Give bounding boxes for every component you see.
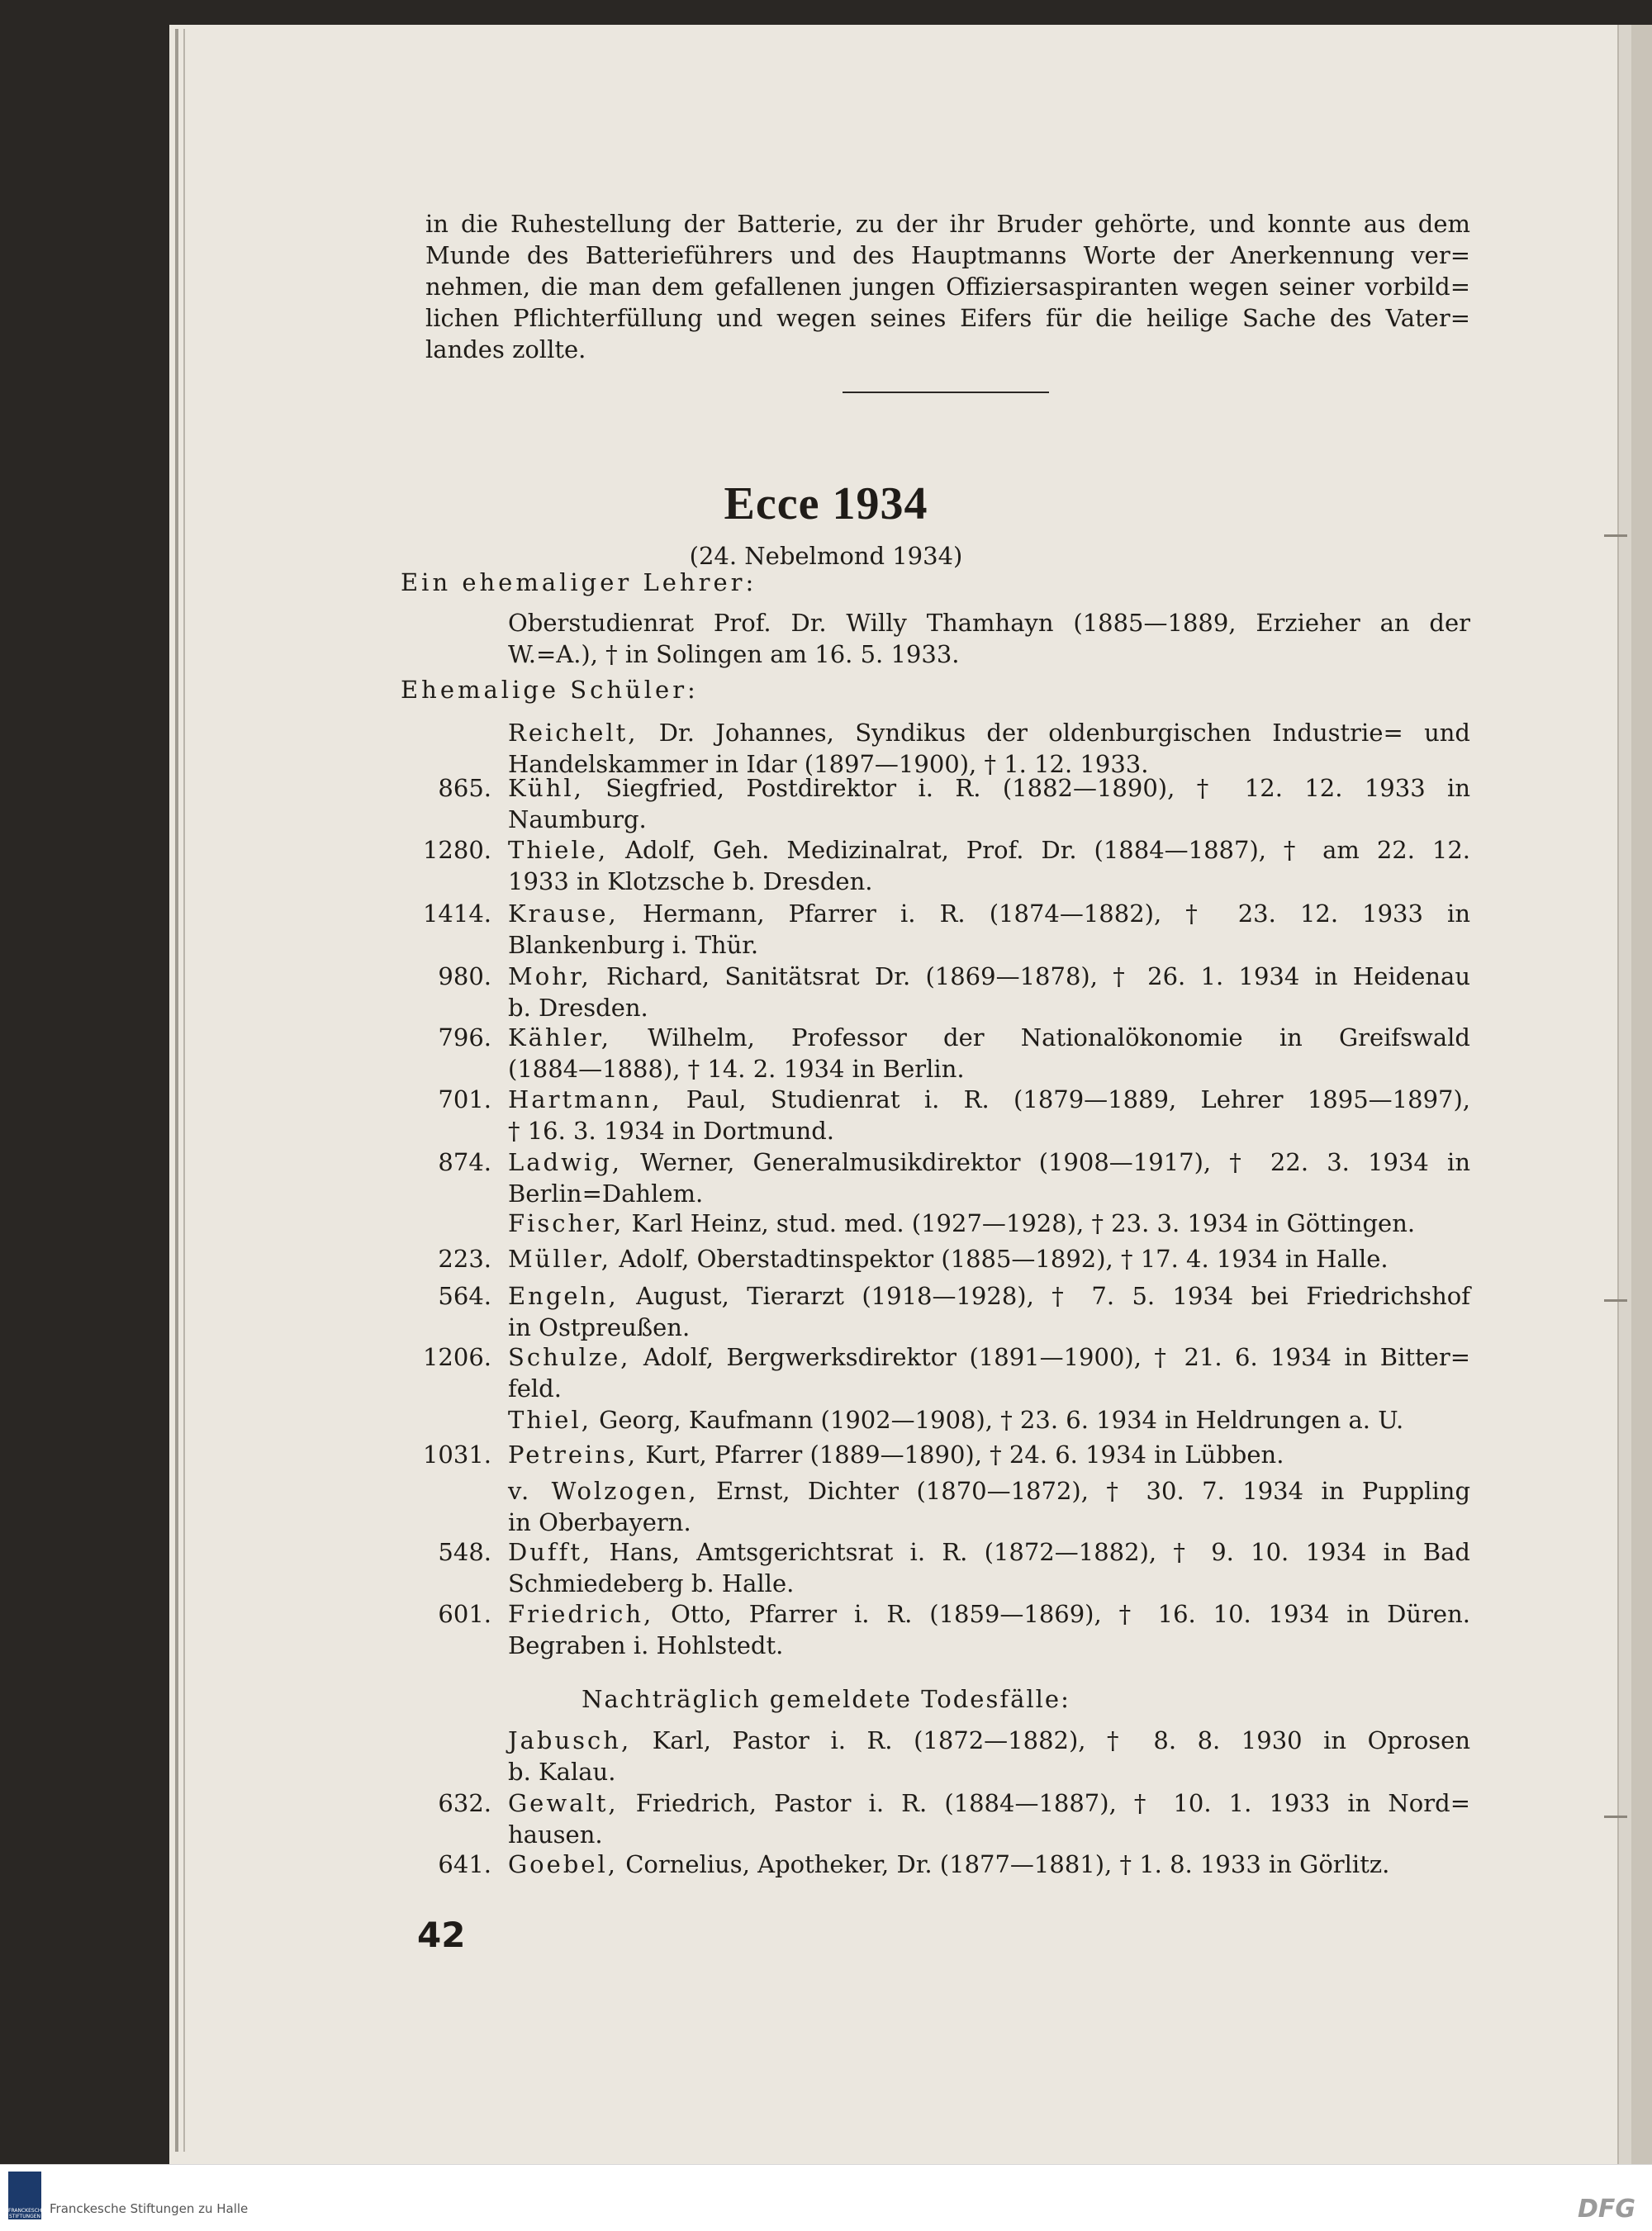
entry-line: in Ostpreußen. [508, 1313, 691, 1341]
member-number: 865. [438, 774, 491, 802]
person-name: Engeln, [508, 1282, 619, 1310]
entry-line [508, 772, 1470, 804]
entry-text [508, 1341, 1470, 1404]
entry-details: Ernst, Dichter (1870—1872), † 30. 7. 1934 in Puppling [698, 1477, 1471, 1505]
person-name: Müller, [508, 1245, 611, 1273]
page-marker-3 [1604, 1816, 1627, 1818]
entry-details: Paul, Studienrat i. R. (1879—1889, Lehrer 1895—1897), [662, 1085, 1470, 1113]
entry-line: † 16. 3. 1934 in Dortmund. [508, 1117, 834, 1145]
logo-text: FRANCKESCHE STIFTUNGEN [8, 2208, 45, 2219]
intro-line: lichen Pflichterfüllung und wegen seines Eifers für die heilige Sache des Vater= [425, 304, 1470, 332]
person-name: Kühl, [508, 774, 584, 802]
entry-line: Berlin=Dahlem. [508, 1180, 704, 1208]
entry-text [508, 772, 1470, 835]
member-number: 632. [438, 1789, 491, 1817]
entry-line: b. Kalau. [508, 1758, 616, 1786]
intro-line: nehmen, die man dem gefallenen jungen Offiziersaspiranten wegen seiner vorbild= [425, 273, 1470, 301]
entry-line [508, 1280, 1470, 1312]
entry-text [508, 898, 1470, 961]
entry-text [508, 1084, 1470, 1146]
entry-line [508, 1084, 1470, 1115]
entry-text [508, 1404, 1470, 1436]
teacher-line: Oberstudienrat Prof. Dr. Willy Thamhayn (1885—1889, Erzieher an der [508, 609, 1470, 637]
member-number: 548. [438, 1538, 491, 1566]
entry-line [508, 961, 1470, 992]
entry-line: Schmiedeberg b. Halle. [508, 1569, 795, 1597]
entry-line: Handelskammer in Idar (1897—1900), † 1. 12. 1933. [508, 750, 1149, 778]
entry-line [508, 1536, 1470, 1568]
entry-text [508, 1280, 1470, 1343]
teacher-entry [508, 607, 1470, 670]
intro-line: landes zollte. [425, 335, 586, 363]
page-number: 42 [417, 1915, 466, 1955]
entry-line [508, 1787, 1470, 1819]
entry-details: Karl Heinz, stud. med. (1927—1928), † 23. 3. 1934 in Göttingen. [624, 1209, 1416, 1237]
person-name: Jabusch, [508, 1726, 632, 1754]
member-number: 980. [438, 962, 491, 990]
entry-text [508, 1475, 1470, 1538]
entry-details: Adolf, Bergwerksdirektor (1891—1900), † 21. 6. 1934 in Bitter= [630, 1343, 1470, 1371]
entry-line [508, 1243, 1470, 1275]
entry-details: Wilhelm, Professor der Nationalökonomie in Greifswald [610, 1023, 1470, 1051]
entry-text [508, 717, 1470, 780]
person-name: Gewalt, [508, 1789, 619, 1817]
entry-line [508, 1208, 1470, 1239]
entry-text [508, 1725, 1470, 1787]
entry-details: Werner, Generalmusikdirektor (1908—1917), † 22. 3. 1934 in [622, 1148, 1470, 1176]
entry-text [508, 1146, 1470, 1209]
entry-text [508, 1536, 1470, 1599]
institution-name: Franckesche Stiftungen zu Halle [50, 2201, 249, 2216]
person-name: Fischer, [508, 1209, 624, 1237]
person-name: Hartmann, [508, 1085, 662, 1113]
entry-details: Georg, Kaufmann (1902—1908), † 23. 6. 1934 in Heldrungen a. U. [591, 1406, 1404, 1434]
person-name: v. Wolzogen, [508, 1477, 699, 1505]
intro-line: in die Ruhestellung der Batterie, zu der ihr Bruder gehörte, und konnte aus dem [425, 210, 1470, 238]
person-name: Krause, [508, 900, 619, 928]
person-name: Dufft, [508, 1538, 593, 1566]
entry-details: Otto, Pfarrer i. R. (1859—1869), † 16. 10. 1934 in Düren. [653, 1600, 1470, 1628]
entry-line [508, 1341, 1470, 1373]
person-name: Thiele, [508, 836, 609, 864]
entry-text [508, 1243, 1470, 1275]
person-name: Reichelt, [508, 719, 638, 747]
intro-line: Munde des Batterieführers und des Hauptmanns Worte der Anerkennung ver= [425, 241, 1470, 269]
binding-edge-inner [183, 29, 185, 2152]
pupils-heading: Ehemalige Schüler: [401, 676, 699, 704]
entry-details: Cornelius, Apotheker, Dr. (1877—1881), † 1. 8. 1933 in Görlitz. [618, 1850, 1390, 1878]
page-title: Ecce 1934 [724, 478, 928, 529]
entry-line: b. Dresden. [508, 994, 648, 1022]
person-name: Kähler, [508, 1023, 611, 1051]
binding-edge [175, 29, 178, 2152]
entry-line [508, 898, 1470, 929]
teacher-heading: Ein ehemaliger Lehrer: [401, 568, 757, 596]
page-subtitle: (24. Nebelmond 1934) [689, 542, 963, 570]
member-number: 874. [438, 1148, 491, 1176]
teacher-line: W.=A.), † in Solingen am 16. 5. 1933. [508, 640, 960, 668]
member-number: 1031. [422, 1441, 491, 1469]
entry-text [508, 1208, 1470, 1239]
entry-line [508, 1598, 1470, 1630]
entry-text [508, 1849, 1470, 1880]
member-number: 601. [438, 1600, 491, 1628]
entry-line [508, 1404, 1470, 1436]
member-number: 564. [438, 1282, 491, 1310]
entry-details: Friedrich, Pastor i. R. (1884—1887), † 10. 1. 1933 in Nord= [618, 1789, 1470, 1817]
entry-line: 1933 in Klotzsche b. Dresden. [508, 867, 873, 895]
entry-details: Richard, Sanitätsrat Dr. (1869—1878), † 26. 1. 1934 in Heidenau [591, 962, 1470, 990]
entry-text [508, 961, 1470, 1023]
entry-line: (1884—1888), † 14. 2. 1934 in Berlin. [508, 1055, 965, 1083]
page-marker-2 [1604, 1299, 1627, 1302]
entry-details: Kurt, Pfarrer (1889—1890), † 24. 6. 1934 in Lübben. [638, 1441, 1284, 1469]
entry-details: Siegfried, Postdirektor i. R. (1882—1890), † 12. 12. 1933 in [583, 774, 1470, 802]
entry-line: in Oberbayern. [508, 1508, 691, 1536]
entry-text [508, 1439, 1470, 1470]
entry-details: Hermann, Pfarrer i. R. (1874—1882), † 23. 12. 1933 in [618, 900, 1470, 928]
dfg-logo: DFG [1577, 2195, 1635, 2224]
entry-line: hausen. [508, 1820, 603, 1849]
late-heading: Nachträglich gemeldete Todesfälle: [582, 1685, 1070, 1713]
entry-details: Dr. Johannes, Syndikus der oldenburgischen Industrie= und [638, 719, 1470, 747]
section-divider [843, 392, 1049, 393]
entry-line [508, 1439, 1470, 1470]
entry-line [508, 1849, 1470, 1880]
entry-line [508, 1146, 1470, 1178]
member-number: 701. [438, 1085, 491, 1113]
person-name: Ladwig, [508, 1148, 622, 1176]
entry-line [508, 717, 1470, 748]
intro-paragraph [425, 208, 1470, 365]
entry-text [508, 834, 1470, 897]
person-name: Petreins, [508, 1441, 638, 1469]
entry-details: August, Tierarzt (1918—1928), † 7. 5. 1934 bei Friedrichshof [618, 1282, 1470, 1310]
member-number: 223. [438, 1245, 491, 1273]
viewer-footer [0, 2164, 1652, 2231]
entry-line [508, 1475, 1470, 1507]
member-number: 1280. [422, 836, 491, 864]
person-name: Mohr, [508, 962, 591, 990]
entry-line: Begraben i. Hohlstedt. [508, 1631, 784, 1659]
entry-details: Hans, Amtsgerichtsrat i. R. (1872—1882), † 9. 10. 1934 in Bad [592, 1538, 1470, 1566]
page-marker-1 [1604, 534, 1627, 537]
entry-line [508, 1725, 1470, 1756]
member-number: 796. [438, 1023, 491, 1051]
entry-details: Adolf, Geh. Medizinalrat, Prof. Dr. (1884—1887), † am 22. 12. [608, 836, 1470, 864]
member-number: 1206. [422, 1343, 491, 1371]
person-name: Friedrich, [508, 1600, 654, 1628]
next-page-edge-shadow [1631, 25, 1652, 2164]
entry-text [508, 1022, 1470, 1085]
entry-line: Naumburg. [508, 805, 647, 833]
entry-line [508, 1022, 1470, 1053]
entry-text [508, 1598, 1470, 1661]
member-number: 1414. [422, 900, 491, 928]
member-number: 641. [438, 1850, 491, 1878]
entry-line: feld. [508, 1374, 562, 1403]
entry-text [508, 1787, 1470, 1850]
entry-line: Blankenburg i. Thür. [508, 931, 759, 959]
person-name: Schulze, [508, 1343, 631, 1371]
entry-line [508, 834, 1470, 866]
person-name: Goebel, [508, 1850, 619, 1878]
entry-details: Karl, Pastor i. R. (1872—1882), † 8. 8. 1930 in Oprosen [631, 1726, 1470, 1754]
entry-details: Adolf, Oberstadtinspektor (1885—1892), † 17. 4. 1934 in Halle. [610, 1245, 1389, 1273]
institution-logo [8, 2172, 45, 2219]
person-name: Thiel, [508, 1406, 591, 1434]
